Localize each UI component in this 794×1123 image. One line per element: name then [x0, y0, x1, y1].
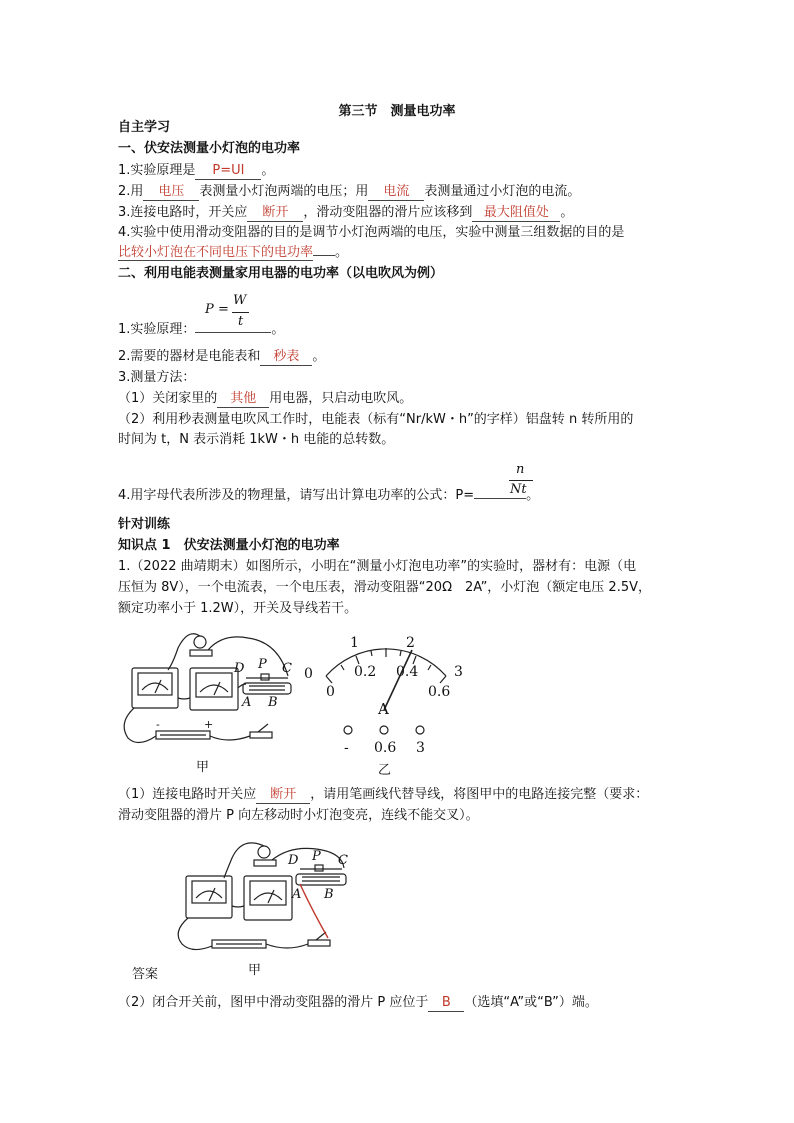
part1-heading: 一、伏安法测量小灯泡的电功率 — [118, 141, 301, 156]
fraction-bar — [509, 480, 533, 481]
answer-label: 答案 — [132, 967, 159, 980]
answer-rheostat-label-A: A — [292, 887, 302, 902]
terminal-0.6: 0.6 — [374, 740, 397, 756]
figure-label-jia: 甲 — [196, 760, 210, 775]
answer-rheostat-label-D: D — [288, 853, 299, 868]
answer-blank: 最大阻值处 — [472, 205, 560, 222]
answer-blank: 其他 — [217, 391, 269, 408]
problem-line-2: 压恒为 8V），一个电流表，一个电压表，滑动变阻器“20Ω 2A”，小灯泡（额定电压 2.5V， — [118, 580, 652, 595]
ammeter-top-tick: 3 — [454, 664, 463, 680]
ammeter-top-tick: 2 — [406, 635, 415, 651]
answer-blank: 秒表 — [260, 349, 312, 366]
problem-line-1: 1.（2022 曲靖期末）如图所示，小明在“测量小灯泡电功率”的实验时，器材有：电源（电 — [118, 559, 637, 574]
battery-plus: + — [204, 718, 214, 731]
battery-minus: - — [156, 718, 160, 731]
p1-question-1: 1.实验原理是 P=UI 。 — [118, 163, 275, 178]
formula2-numerator: n — [516, 462, 525, 477]
answer-blank: B — [428, 995, 464, 1012]
problem-line-3: 额定功率小于 1.2W），开关及导线若干。 — [118, 601, 358, 616]
answer-blank: 电压 — [143, 184, 199, 201]
ammeter-bottom-tick: 0.6 — [428, 684, 451, 700]
fraction-bar — [232, 312, 249, 313]
circuit-figure-jia — [118, 628, 308, 778]
rheostat-label-C: C — [282, 661, 292, 676]
section-training: 针对训练 — [118, 517, 171, 532]
section-self-study: 自主学习 — [118, 120, 171, 135]
formula-denominator: t — [238, 314, 244, 329]
p2-method-2: （2）利用秒表测量电吹风工作时，电能表（标有“Nr/kW・h”的字样）铝盘转 n 转所用的 — [118, 412, 634, 427]
answer-blank: 断开 — [256, 787, 310, 804]
p2-method-2-cont: 时间为 t，N 表示消耗 1kW・h 电能的总转数。 — [118, 432, 395, 447]
formula-blank — [195, 332, 271, 333]
p2-method-1: （1）关闭家里的 其他 用电器，只启动电吹风。 — [118, 391, 413, 406]
p2-question-3: 3.测量方法： — [118, 370, 196, 385]
answer-blank: P=UI — [195, 163, 261, 180]
page-title: 第三节 测量电功率 — [338, 104, 456, 119]
formula-p: P — [205, 302, 214, 317]
ammeter-bottom-tick: 0.2 — [354, 664, 377, 680]
answer-blank: 比较小灯泡在不同电压下的电功率 — [118, 245, 314, 260]
ammeter-unit: A — [378, 700, 389, 718]
ammeter-bottom-tick: 0.4 — [396, 664, 419, 680]
answer-rheostat-label-B: B — [324, 887, 334, 902]
terminal-3: 3 — [416, 740, 425, 756]
ammeter-bottom-tick: 0 — [326, 684, 335, 700]
rheostat-label-A: A — [242, 695, 252, 710]
rheostat-label-P: P — [258, 657, 267, 672]
p1-question-4-answer: 比较小灯泡在不同电压下的电功率 。 — [118, 245, 349, 260]
ammeter-top-tick: 1 — [350, 635, 359, 651]
answer-rheostat-label-P: P — [312, 849, 321, 864]
terminal-minus: - — [344, 740, 349, 756]
knowledge-point-1: 知识点 1 伏安法测量小灯泡的电功率 — [118, 538, 340, 553]
figure-label-yi: 乙 — [378, 763, 392, 778]
p2-question-1: 1.实验原理： 。 — [118, 322, 285, 337]
rheostat-label-D: D — [234, 661, 245, 676]
p2-question-4: 4.用字母代表所涉及的物理量，请写出计算电功率的公式：P= 。 — [118, 488, 540, 503]
formula-blank — [474, 498, 526, 499]
answer-rheostat-label-C: C — [338, 853, 348, 868]
subquestion-1: （1）连接电路时开关应 断开 ，请用笔画线代替导线，将图甲中的电路连接完整（要求： — [118, 787, 649, 802]
ammeter-top-tick: 0 — [304, 666, 313, 682]
answer-circuit-figure — [132, 840, 372, 980]
p1-question-2: 2.用 电压 表测量小灯泡两端的电压；用 电流 表测量通过小灯泡的电流。 — [118, 184, 581, 199]
ammeter-figure-yi — [298, 628, 476, 778]
answer-blank: 断开 — [247, 205, 303, 222]
p1-question-4: 4.实验中使用滑动变阻器的目的是调节小灯泡两端的电压，实验中测量三组数据的目的是 — [118, 225, 625, 240]
answer-blank: 电流 — [368, 184, 424, 201]
part2-heading: 二、利用电能表测量家用电器的电功率（以电吹风为例） — [118, 266, 444, 281]
p1-question-3: 3.连接电路时，开关应 断开 ，滑动变阻器的滑片应该移到 最大阻值处 。 — [118, 205, 574, 220]
subquestion-2: （2）闭合开关前，图甲中滑动变阻器的滑片 P 应位于 B （选填“A”或“B”）端。 — [118, 995, 598, 1010]
formula-numerator: W — [233, 293, 247, 308]
answer-figure-label-jia: 甲 — [248, 963, 262, 978]
formula-eq: = — [218, 302, 229, 317]
p2-question-2: 2.需要的器材是电能表和 秒表 。 — [118, 349, 326, 364]
formula2-denominator: Nt — [510, 482, 527, 497]
rheostat-label-B: B — [268, 695, 278, 710]
subquestion-1-cont: 滑动变阻器的滑片 P 向左移动时小灯泡变亮，连线不能交叉）。 — [118, 808, 479, 823]
